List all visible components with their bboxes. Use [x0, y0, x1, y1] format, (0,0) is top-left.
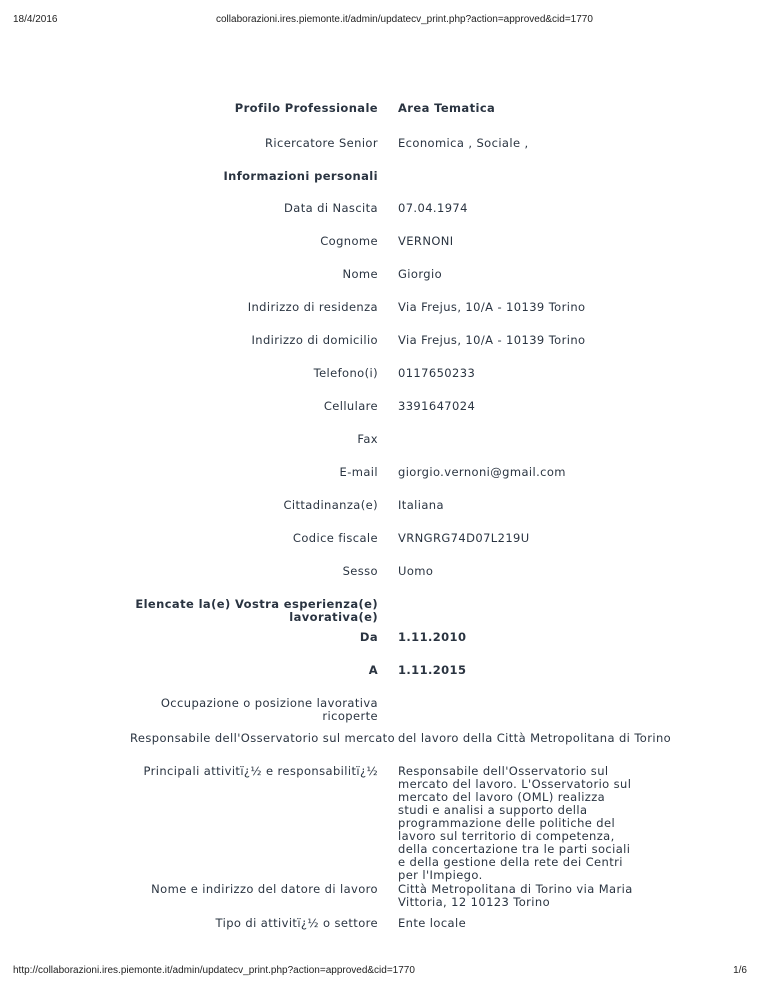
value-to: 1.11.2015: [398, 663, 467, 677]
value-surname: VERNONI: [398, 234, 454, 248]
profile-header-label: Profilo Professionale: [234, 101, 378, 115]
label-occupation-2: ricoperte: [322, 709, 378, 723]
value-employer: Città Metropolitana di Torino via Maria Vittoria, 12 10123 Torino: [398, 882, 633, 909]
value-residence: Via Frejus, 10/A - 10139 Torino: [398, 300, 586, 314]
value-mobile: 3391647024: [398, 399, 476, 413]
label-sector: Tipo di attivitï¿½ o settore: [215, 916, 378, 930]
occupation-value-part2: del lavoro della Città Metropolitana di Torino: [398, 731, 672, 745]
label-citizenship: Cittadinanza(e): [283, 498, 378, 512]
label-mobile: Cellulare: [323, 399, 378, 413]
value-sector: Ente locale: [398, 916, 467, 930]
value-email: giorgio.vernoni@gmail.com: [398, 465, 566, 479]
area-value: Economica , Sociale ,: [398, 136, 529, 150]
profile-value: Ricercatore Senior: [264, 136, 378, 150]
label-phone: Telefono(i): [313, 366, 378, 380]
label-surname: Cognome: [320, 234, 378, 248]
value-tax-code: VRNGRG74D07L219U: [398, 531, 530, 545]
print-date: 18/4/2016: [13, 14, 58, 25]
value-activities: Responsabile dell'Osservatorio sul mercato del lavoro. L'Osservatorio sul mercato del lavoro (OML) realizza studi e analisi a supporto della programmazione delle politiche del lavoro sul territorio di competenza, della concertazione tra le parti sociali e della gestione della rete dei Centri per l'Impiego.: [398, 764, 632, 882]
label-tax-code: Codice fiscale: [292, 531, 378, 545]
value-name: Giorgio: [398, 267, 442, 281]
footer-url: http://collaborazioni.ires.piemonte.it/admin/updatecv_print.php?action=approved&cid=1770: [13, 965, 415, 976]
label-domicile: Indirizzo di domicilio: [251, 333, 378, 347]
label-occupation-1: Occupazione o posizione lavorativa: [160, 696, 378, 710]
value-sex: Uomo: [398, 564, 434, 578]
value-phone: 0117650233: [398, 366, 476, 380]
occupation-value-part1: Responsabile dell'Osservatorio sul mercato: [130, 731, 395, 745]
label-employer: Nome e indirizzo del datore di lavoro: [151, 882, 378, 896]
label-activities: Principali attivitï¿½ e responsabilitï¿½: [143, 764, 378, 778]
footer-page-number: 1/6: [733, 965, 747, 976]
label-email: E-mail: [339, 465, 378, 479]
value-birth-date: 07.04.1974: [398, 201, 468, 215]
label-birth-date: Data di Nascita: [284, 201, 378, 215]
label-residence: Indirizzo di residenza: [247, 300, 378, 314]
label-name: Nome: [342, 267, 378, 281]
section-title-experience-1: Elencate la(e) Vostra esperienza(e): [135, 597, 378, 611]
area-header-label: Area Tematica: [398, 101, 496, 115]
label-fax: Fax: [357, 432, 378, 446]
print-url: collaborazioni.ires.piemonte.it/admin/updatecv_print.php?action=approved&cid=1770: [216, 14, 593, 25]
label-to: A: [368, 663, 378, 677]
section-title-experience-2: lavorativa(e): [289, 610, 378, 624]
label-sex: Sesso: [342, 564, 378, 578]
value-citizenship: Italiana: [398, 498, 444, 512]
value-from: 1.11.2010: [398, 630, 467, 644]
section-title-personal: Informazioni personali: [223, 169, 378, 183]
value-domicile: Via Frejus, 10/A - 10139 Torino: [398, 333, 586, 347]
label-from: Da: [359, 630, 378, 644]
